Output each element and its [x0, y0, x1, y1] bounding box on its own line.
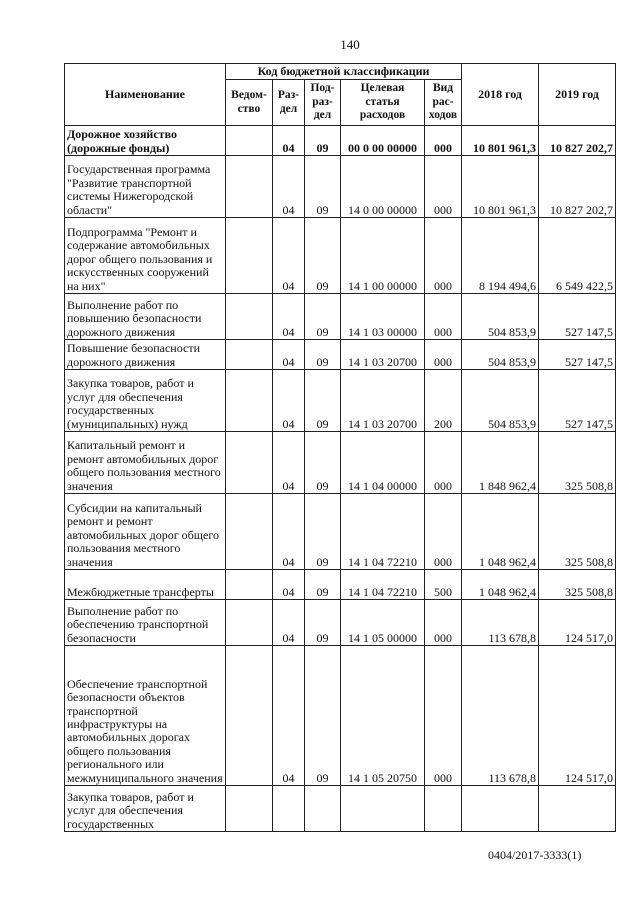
header-year-2018: 2018 год — [462, 64, 539, 126]
row-podrazdel: 09 — [305, 432, 341, 494]
row-expense-type: 000 — [425, 494, 462, 570]
row-podrazdel: 09 — [305, 294, 341, 340]
row-vedomstvo — [226, 156, 273, 218]
header-expense-type: Вид рас- ходов — [425, 80, 462, 126]
row-podrazdel: 09 — [305, 218, 341, 294]
row-amount-2019: 527 147,5 — [539, 340, 616, 370]
header-podrazdel: Под- раз- дел — [305, 80, 341, 126]
row-name: Выполнение работ по обеспечению транспортной безопасности — [65, 600, 226, 646]
row-name: Государственная программа "Развитие транспортной системы Нижегородской области" — [65, 156, 226, 218]
row-expense-type: 200 — [425, 370, 462, 432]
row-vedomstvo — [226, 600, 273, 646]
row-target-article: 14 1 04 72210 — [341, 570, 425, 600]
page-number: 140 — [340, 37, 360, 52]
row-expense-type: 000 — [425, 126, 462, 156]
row-amount-2019: 527 147,5 — [539, 294, 616, 340]
row-amount-2019: 325 508,8 — [539, 432, 616, 494]
row-expense-type: 000 — [425, 600, 462, 646]
row-vedomstvo — [226, 786, 273, 832]
row-expense-type: 000 — [425, 218, 462, 294]
row-target-article: 14 1 00 00000 — [341, 218, 425, 294]
row-name: Закупка товаров, работ и услуг для обеспечения государственных — [65, 786, 226, 832]
table-row — [65, 156, 616, 218]
row-amount-2018 — [462, 786, 539, 832]
table-row — [65, 646, 616, 786]
row-target-article: 14 0 00 00000 — [341, 156, 425, 218]
table-row — [65, 126, 616, 156]
row-target-article: 00 0 00 00000 — [341, 126, 425, 156]
row-amount-2019: 527 147,5 — [539, 370, 616, 432]
row-amount-2018: 10 801 961,3 — [462, 126, 539, 156]
row-amount-2018: 10 801 961,3 — [462, 156, 539, 218]
row-razdel: 04 — [273, 294, 305, 340]
row-razdel: 04 — [273, 218, 305, 294]
row-amount-2018: 504 853,9 — [462, 294, 539, 340]
row-target-article: 14 1 05 00000 — [341, 600, 425, 646]
row-razdel: 04 — [273, 570, 305, 600]
row-amount-2018: 1 848 962,4 — [462, 432, 539, 494]
row-target-article: 14 1 03 20700 — [341, 370, 425, 432]
row-podrazdel: 09 — [305, 646, 341, 786]
row-expense-type: 000 — [425, 646, 462, 786]
row-amount-2019: 10 827 202,7 — [539, 126, 616, 156]
row-vedomstvo — [226, 570, 273, 600]
row-razdel: 04 — [273, 432, 305, 494]
row-amount-2018: 113 678,8 — [462, 646, 539, 786]
document-code: 0404/2017-3333(1) — [488, 848, 582, 862]
row-name: Подпрограмма "Ремонт и содержание автомобильных дорог общего пользования и искусственных сооружений на них" — [65, 218, 226, 294]
row-podrazdel: 09 — [305, 340, 341, 370]
row-amount-2018: 504 853,9 — [462, 340, 539, 370]
row-razdel: 04 — [273, 646, 305, 786]
row-razdel: 04 — [273, 600, 305, 646]
row-name: Выполнение работ по повышению безопасности дорожного движения — [65, 294, 226, 340]
row-expense-type: 000 — [425, 294, 462, 340]
row-vedomstvo — [226, 126, 273, 156]
row-vedomstvo — [226, 370, 273, 432]
row-podrazdel — [305, 786, 341, 832]
row-podrazdel: 09 — [305, 494, 341, 570]
row-vedomstvo — [226, 340, 273, 370]
table-row — [65, 218, 616, 294]
row-vedomstvo — [226, 294, 273, 340]
row-target-article: 14 1 05 20750 — [341, 646, 425, 786]
row-name: Дорожное хозяйство (дорожные фонды) — [65, 126, 226, 156]
row-vedomstvo — [226, 494, 273, 570]
header-target-article: Целевая статья расходов — [341, 80, 425, 126]
row-amount-2019: 10 827 202,7 — [539, 156, 616, 218]
row-target-article: 14 1 03 20700 — [341, 340, 425, 370]
row-target-article — [341, 786, 425, 832]
table-row — [65, 570, 616, 600]
row-podrazdel: 09 — [305, 370, 341, 432]
row-amount-2019: 325 508,8 — [539, 570, 616, 600]
header-budget-code: Код бюджетной классификации — [226, 64, 462, 80]
table-row — [65, 432, 616, 494]
row-name: Межбюджетные трансферты — [65, 570, 226, 600]
row-expense-type: 000 — [425, 156, 462, 218]
row-amount-2018: 1 048 962,4 — [462, 494, 539, 570]
row-target-article: 14 1 04 00000 — [341, 432, 425, 494]
row-razdel — [273, 786, 305, 832]
row-podrazdel: 09 — [305, 570, 341, 600]
row-amount-2019: 6 549 422,5 — [539, 218, 616, 294]
row-expense-type: 000 — [425, 432, 462, 494]
row-name: Капитальный ремонт и ремонт автомобильных дорог общего пользования местного значения — [65, 432, 226, 494]
row-vedomstvo — [226, 218, 273, 294]
row-podrazdel: 09 — [305, 156, 341, 218]
table-row — [65, 494, 616, 570]
table-row — [65, 370, 616, 432]
row-amount-2019: 124 517,0 — [539, 646, 616, 786]
row-target-article: 14 1 03 00000 — [341, 294, 425, 340]
row-amount-2019: 325 508,8 — [539, 494, 616, 570]
row-amount-2019 — [539, 786, 616, 832]
row-razdel: 04 — [273, 126, 305, 156]
row-name: Закупка товаров, работ и услуг для обеспечения государственных (муниципальных) нужд — [65, 370, 226, 432]
header-name: Наименование — [65, 64, 226, 126]
row-expense-type: 000 — [425, 340, 462, 370]
row-amount-2018: 1 048 962,4 — [462, 570, 539, 600]
row-expense-type — [425, 786, 462, 832]
row-amount-2018: 504 853,9 — [462, 370, 539, 432]
row-amount-2019: 124 517,0 — [539, 600, 616, 646]
row-razdel: 04 — [273, 340, 305, 370]
header-year-2019: 2019 год — [539, 64, 616, 126]
table-row — [65, 600, 616, 646]
row-podrazdel: 09 — [305, 600, 341, 646]
row-name: Субсидии на капитальный ремонт и ремонт автомобильных дорог общего пользования местного значения — [65, 494, 226, 570]
table-row — [65, 294, 616, 340]
budget-table — [64, 63, 616, 832]
row-vedomstvo — [226, 646, 273, 786]
row-podrazdel: 09 — [305, 126, 341, 156]
header-razdel: Раз- дел — [273, 80, 305, 126]
header-vedomstvo: Ведом- ство — [226, 80, 273, 126]
row-expense-type: 500 — [425, 570, 462, 600]
table-row — [65, 340, 616, 370]
row-razdel: 04 — [273, 156, 305, 218]
row-name: Обеспечение транспортной безопасности объектов транспортной инфраструктуры на автомобильных дорогах общего пользования регионального или межмуниципального значения — [65, 646, 226, 786]
table-row — [65, 786, 616, 832]
row-name: Повышение безопасности дорожного движения — [65, 340, 226, 370]
row-amount-2018: 113 678,8 — [462, 600, 539, 646]
row-vedomstvo — [226, 432, 273, 494]
row-target-article: 14 1 04 72210 — [341, 494, 425, 570]
row-razdel: 04 — [273, 494, 305, 570]
row-razdel: 04 — [273, 370, 305, 432]
row-amount-2018: 8 194 494,6 — [462, 218, 539, 294]
